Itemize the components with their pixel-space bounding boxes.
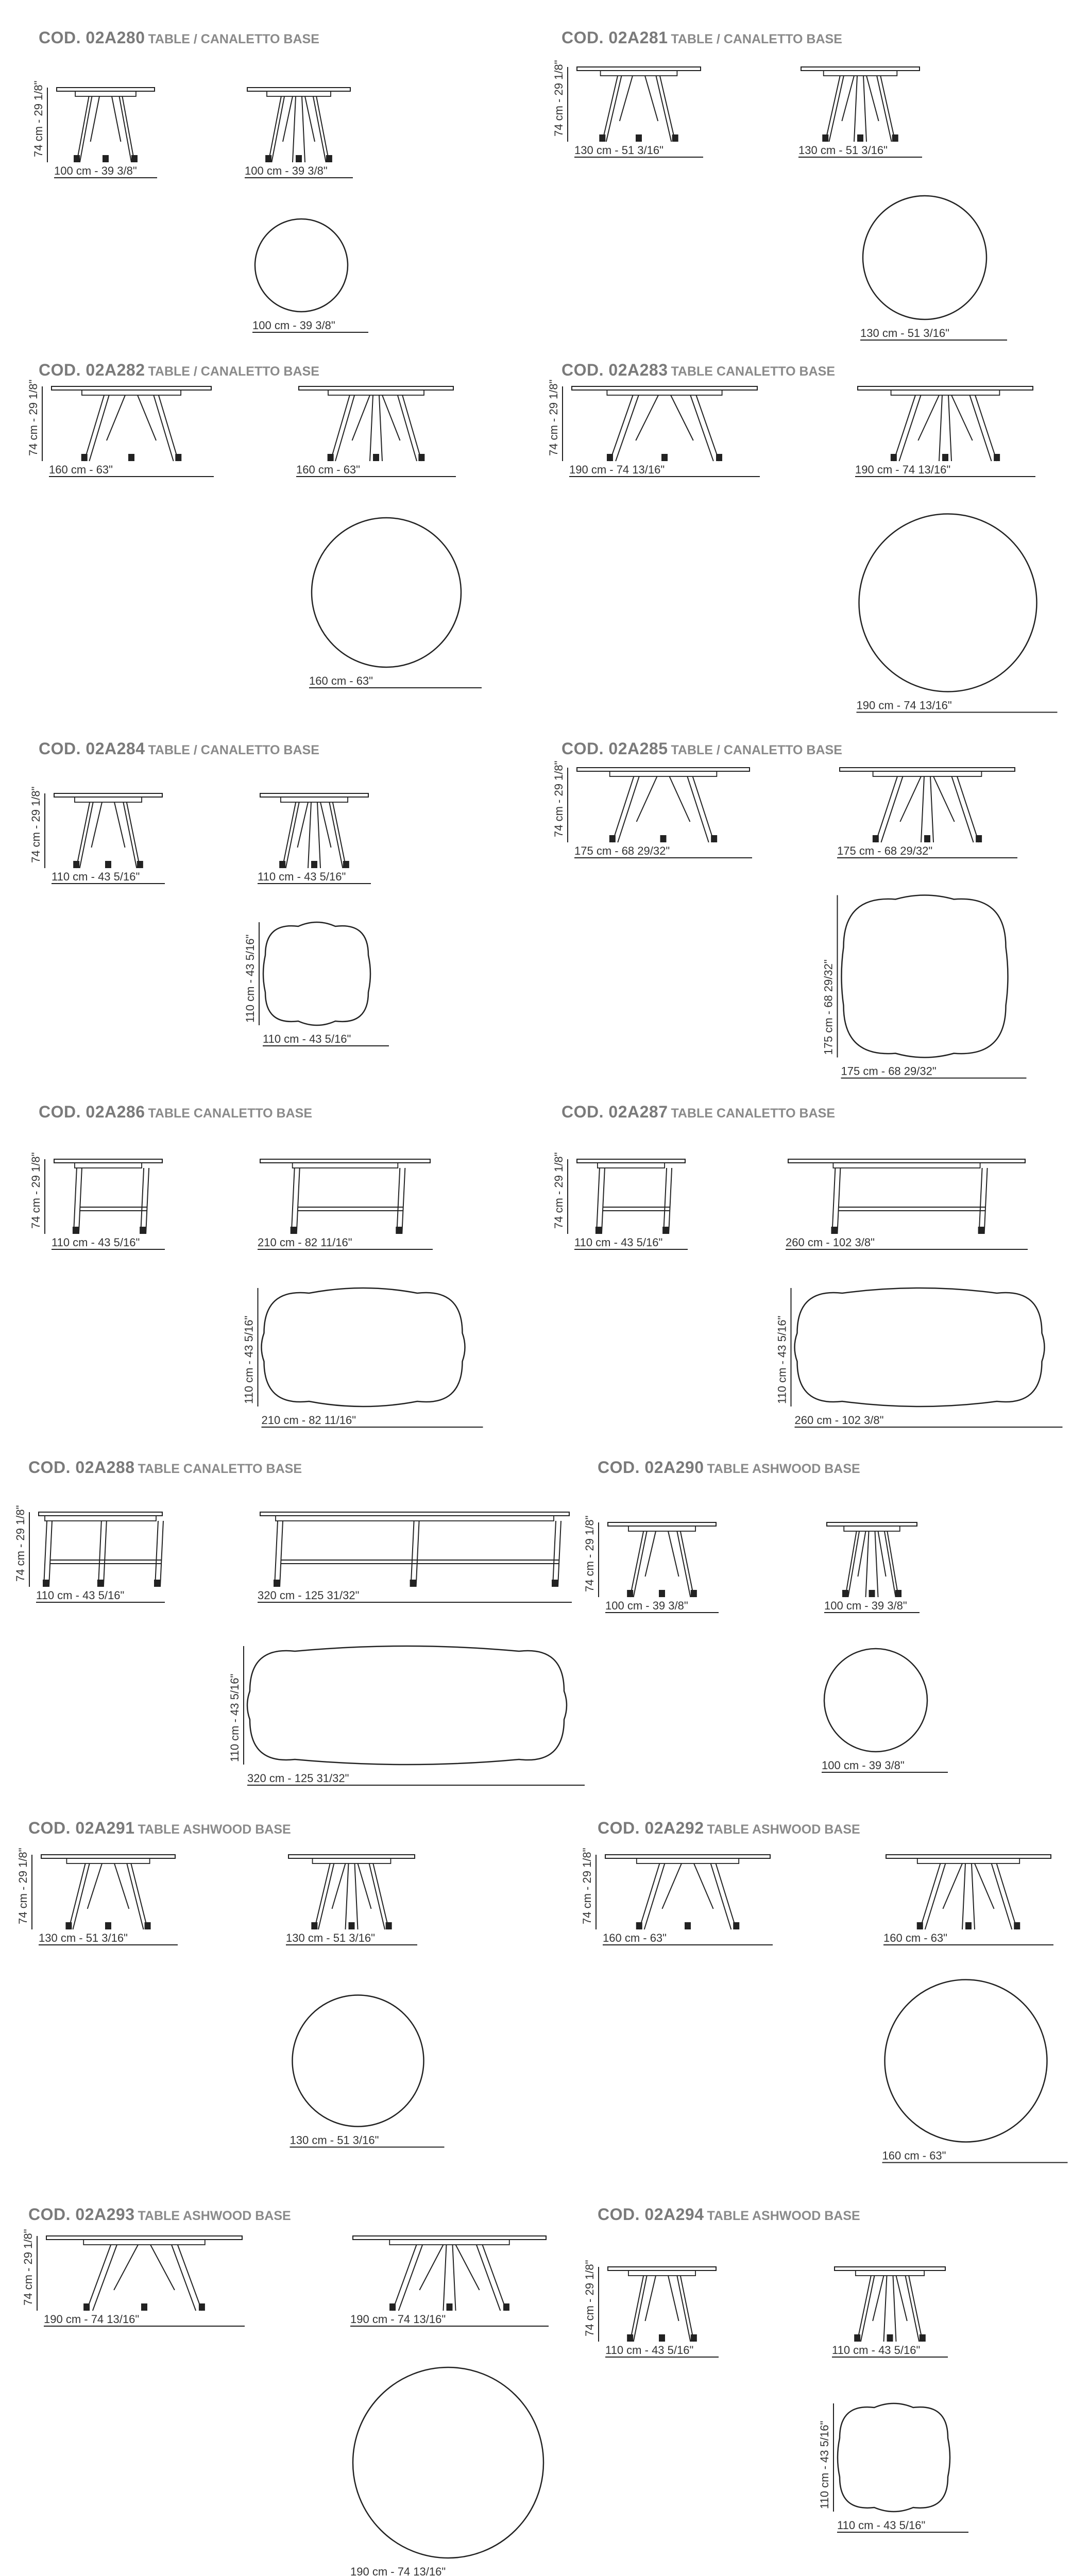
height-dimension: 74 cm - 29 1/8"	[552, 760, 565, 837]
product-name: TABLE CANALETTO BASE	[671, 364, 836, 379]
front-width-dimension: 110 cm - 43 5/16"	[832, 2344, 921, 2357]
front-width-dimension: 190 cm - 74 13/16"	[350, 2313, 446, 2326]
side-width-dimension: 110 cm - 43 5/16"	[605, 2344, 694, 2357]
front-width-dimension: 110 cm - 43 5/16"	[258, 870, 346, 883]
product-name: TABLE CANALETTO BASE	[148, 1106, 313, 1121]
front-width-dimension: 210 cm - 82 11/16"	[258, 1236, 352, 1249]
plan-width-dimension: 190 cm - 74 13/16"	[350, 2565, 446, 2576]
product-name: TABLE ASHWOOD BASE	[707, 1462, 860, 1476]
side-width-dimension: 110 cm - 43 5/16"	[52, 870, 140, 883]
side-width-dimension: 190 cm - 74 13/16"	[44, 2313, 140, 2326]
product-code: COD. 02A284	[39, 739, 145, 758]
product-name: TABLE / CANALETTO BASE	[148, 32, 319, 46]
front-width-dimension: 160 cm - 63"	[296, 463, 360, 476]
plan-depth-dimension: 110 cm - 43 5/16"	[244, 934, 257, 1023]
side-width-dimension: 130 cm - 51 3/16"	[39, 1931, 128, 1944]
side-width-dimension: 100 cm - 39 3/8"	[605, 1599, 688, 1612]
height-dimension: 74 cm - 29 1/8"	[552, 1152, 565, 1229]
product-code: COD. 02A293	[28, 2205, 135, 2224]
plan-width-dimension: 110 cm - 43 5/16"	[837, 2519, 926, 2532]
plan-width-dimension: 130 cm - 51 3/16"	[860, 327, 949, 340]
product-name: TABLE / CANALETTO BASE	[148, 743, 319, 757]
plan-width-dimension: 110 cm - 43 5/16"	[263, 1032, 351, 1045]
front-width-dimension: 100 cm - 39 3/8"	[245, 164, 328, 177]
plan-width-dimension: 190 cm - 74 13/16"	[856, 699, 952, 712]
front-width-dimension: 100 cm - 39 3/8"	[824, 1599, 907, 1612]
product-code: COD. 02A283	[561, 361, 668, 379]
product-code: COD. 02A288	[28, 1458, 135, 1477]
front-width-dimension: 130 cm - 51 3/16"	[798, 144, 888, 157]
plan-depth-dimension: 175 cm - 68 29/32"	[822, 959, 835, 1055]
product-code: COD. 02A292	[598, 1819, 704, 1837]
plan-width-dimension: 175 cm - 68 29/32"	[841, 1064, 937, 1078]
product-name: TABLE / CANALETTO BASE	[148, 364, 319, 379]
product-code: COD. 02A281	[561, 28, 668, 47]
side-width-dimension: 190 cm - 74 13/16"	[569, 463, 665, 476]
plan-width-dimension: 260 cm - 102 3/8"	[794, 1414, 884, 1427]
plan-width-dimension: 160 cm - 63"	[309, 674, 373, 687]
product-code: COD. 02A285	[561, 739, 668, 758]
plan-depth-dimension: 110 cm - 43 5/16"	[242, 1315, 256, 1404]
front-width-dimension: 260 cm - 102 3/8"	[786, 1236, 875, 1249]
plan-width-dimension: 320 cm - 125 31/32"	[247, 1772, 349, 1785]
height-dimension: 74 cm - 29 1/8"	[22, 2229, 35, 2306]
product-code: COD. 02A282	[39, 361, 145, 379]
side-width-dimension: 160 cm - 63"	[603, 1931, 667, 1944]
height-dimension: 74 cm - 29 1/8"	[552, 60, 565, 137]
product-name: TABLE / CANALETTO BASE	[671, 32, 842, 46]
plan-width-dimension: 100 cm - 39 3/8"	[252, 319, 335, 332]
height-dimension: 74 cm - 29 1/8"	[16, 1848, 29, 1924]
height-dimension: 74 cm - 29 1/8"	[583, 1515, 596, 1592]
height-dimension: 74 cm - 29 1/8"	[29, 786, 42, 863]
front-width-dimension: 130 cm - 51 3/16"	[286, 1931, 375, 1944]
product-name: TABLE / CANALETTO BASE	[671, 743, 842, 757]
height-dimension: 74 cm - 29 1/8"	[32, 80, 45, 157]
product-name: TABLE ASHWOOD BASE	[138, 2209, 291, 2223]
product-name: TABLE ASHWOOD BASE	[138, 1822, 291, 1837]
side-width-dimension: 130 cm - 51 3/16"	[574, 144, 663, 157]
product-name: TABLE CANALETTO BASE	[138, 1462, 302, 1476]
plan-width-dimension: 160 cm - 63"	[882, 2149, 946, 2162]
height-dimension: 74 cm - 29 1/8"	[581, 1848, 593, 1924]
side-width-dimension: 175 cm - 68 29/32"	[574, 844, 670, 857]
height-dimension: 74 cm - 29 1/8"	[583, 2260, 596, 2336]
height-dimension: 74 cm - 29 1/8"	[27, 379, 40, 456]
side-width-dimension: 110 cm - 43 5/16"	[52, 1236, 140, 1249]
front-width-dimension: 190 cm - 74 13/16"	[855, 463, 951, 476]
product-name: TABLE ASHWOOD BASE	[707, 2209, 860, 2223]
product-code: COD. 02A290	[598, 1458, 704, 1477]
plan-width-dimension: 100 cm - 39 3/8"	[822, 1759, 905, 1772]
plan-width-dimension: 210 cm - 82 11/16"	[261, 1414, 356, 1427]
product-code: COD. 02A294	[598, 2205, 704, 2224]
front-width-dimension: 175 cm - 68 29/32"	[837, 844, 933, 857]
height-dimension: 74 cm - 29 1/8"	[29, 1152, 42, 1229]
product-code: COD. 02A291	[28, 1819, 135, 1837]
product-name: TABLE ASHWOOD BASE	[707, 1822, 860, 1837]
product-name: TABLE CANALETTO BASE	[671, 1106, 836, 1121]
side-width-dimension: 110 cm - 43 5/16"	[574, 1236, 663, 1249]
plan-depth-dimension: 110 cm - 43 5/16"	[775, 1315, 789, 1404]
front-width-dimension: 160 cm - 63"	[883, 1931, 947, 1944]
product-code: COD. 02A286	[39, 1103, 145, 1121]
front-width-dimension: 320 cm - 125 31/32"	[258, 1589, 360, 1602]
height-dimension: 74 cm - 29 1/8"	[14, 1505, 27, 1582]
product-code: COD. 02A287	[561, 1103, 668, 1121]
plan-depth-dimension: 110 cm - 43 5/16"	[818, 2420, 831, 2509]
plan-depth-dimension: 110 cm - 43 5/16"	[228, 1673, 241, 1762]
plan-width-dimension: 130 cm - 51 3/16"	[290, 2133, 379, 2147]
side-width-dimension: 100 cm - 39 3/8"	[54, 164, 137, 177]
product-code: COD. 02A280	[39, 28, 145, 47]
side-width-dimension: 160 cm - 63"	[49, 463, 113, 476]
height-dimension: 74 cm - 29 1/8"	[547, 379, 560, 456]
side-width-dimension: 110 cm - 43 5/16"	[36, 1589, 125, 1602]
